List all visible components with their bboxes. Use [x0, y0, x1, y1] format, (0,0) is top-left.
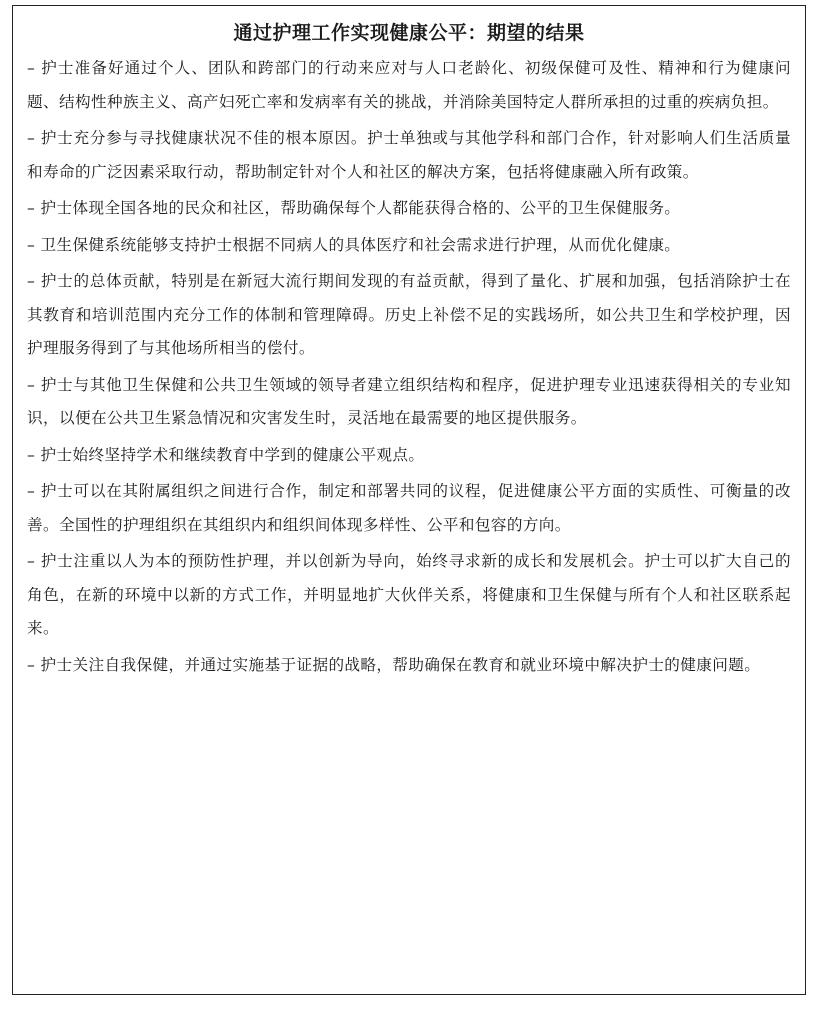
outcome-item-9: – 护士注重以人为本的预防性护理，并以创新为导向，始终寻求新的成长和发展机会。护士可以扩大自己的角色，在新的环境中以新的方式工作，并明显地扩大伙伴关系，将健康和卫生保健与所有个人和社区联系起来。 — [27, 552, 791, 637]
outcome-item-1: – 护士准备好通过个人、团队和跨部门的行动来应对与人口老龄化、初级保健可及性、精神和行为健康问题、结构性种族主义、高产妇死亡率和发病率有关的挑战，并消除美国特定人群所承担的过重的疾病负担。 — [27, 59, 791, 111]
outcome-item-10: – 护士关注自我保健，并通过实施基于证据的战略，帮助确保在教育和就业环境中解决护士的健康问题。 — [27, 655, 761, 674]
outcome-item-3: – 护士体现全国各地的民众和社区，帮助确保每个人都能获得合格的、公平的卫生保健服务。 — [27, 199, 681, 217]
outcome-item-8: – 护士可以在其附属组织之间进行合作，制定和部署共同的议程，促进健康公平方面的实质性、可衡量的改善。全国性的护理组织在其组织内和组织间体现多样性、公平和包容的方向。 — [27, 482, 791, 534]
document-title: 通过护理工作实现健康公平：期望的结果 — [233, 22, 585, 44]
outcome-item-6: – 护士与其他卫生保健和公共卫生领域的领导者建立组织结构和程序，促进护理专业迅速获得相关的专业知识，以便在公共卫生紧急情况和灾害发生时，灵活地在最需要的地区提供服务。 — [27, 375, 791, 427]
outcome-item-7: – 护士始终坚持学术和继续教育中学到的健康公平观点。 — [27, 445, 425, 464]
outcome-item-4: – 卫生保健系统能够支持护士根据不同病人的具体医疗和社会需求进行护理，从而优化健康。 — [27, 235, 681, 254]
outcome-item-5: – 护士的总体贡献，特别是在新冠大流行期间发现的有益贡献，得到了量化、扩展和加强，包括消除护士在其教育和培训范围内充分工作的体制和管理障碍。历史上补偿不足的实践场所，如公共卫生和学校护理，因护理服务得到了与其他场所相当的偿付。 — [27, 272, 791, 357]
outcome-item-2: – 护士充分参与寻找健康状况不佳的根本原因。护士单独或与其他学科和部门合作，针对影响人们生活质量和寿命的广泛因素采取行动，帮助制定针对个人和社区的解决方案，包括将健康融入所有政策。 — [27, 129, 791, 181]
outcome-list — [27, 52, 791, 682]
document-frame — [12, 5, 806, 995]
